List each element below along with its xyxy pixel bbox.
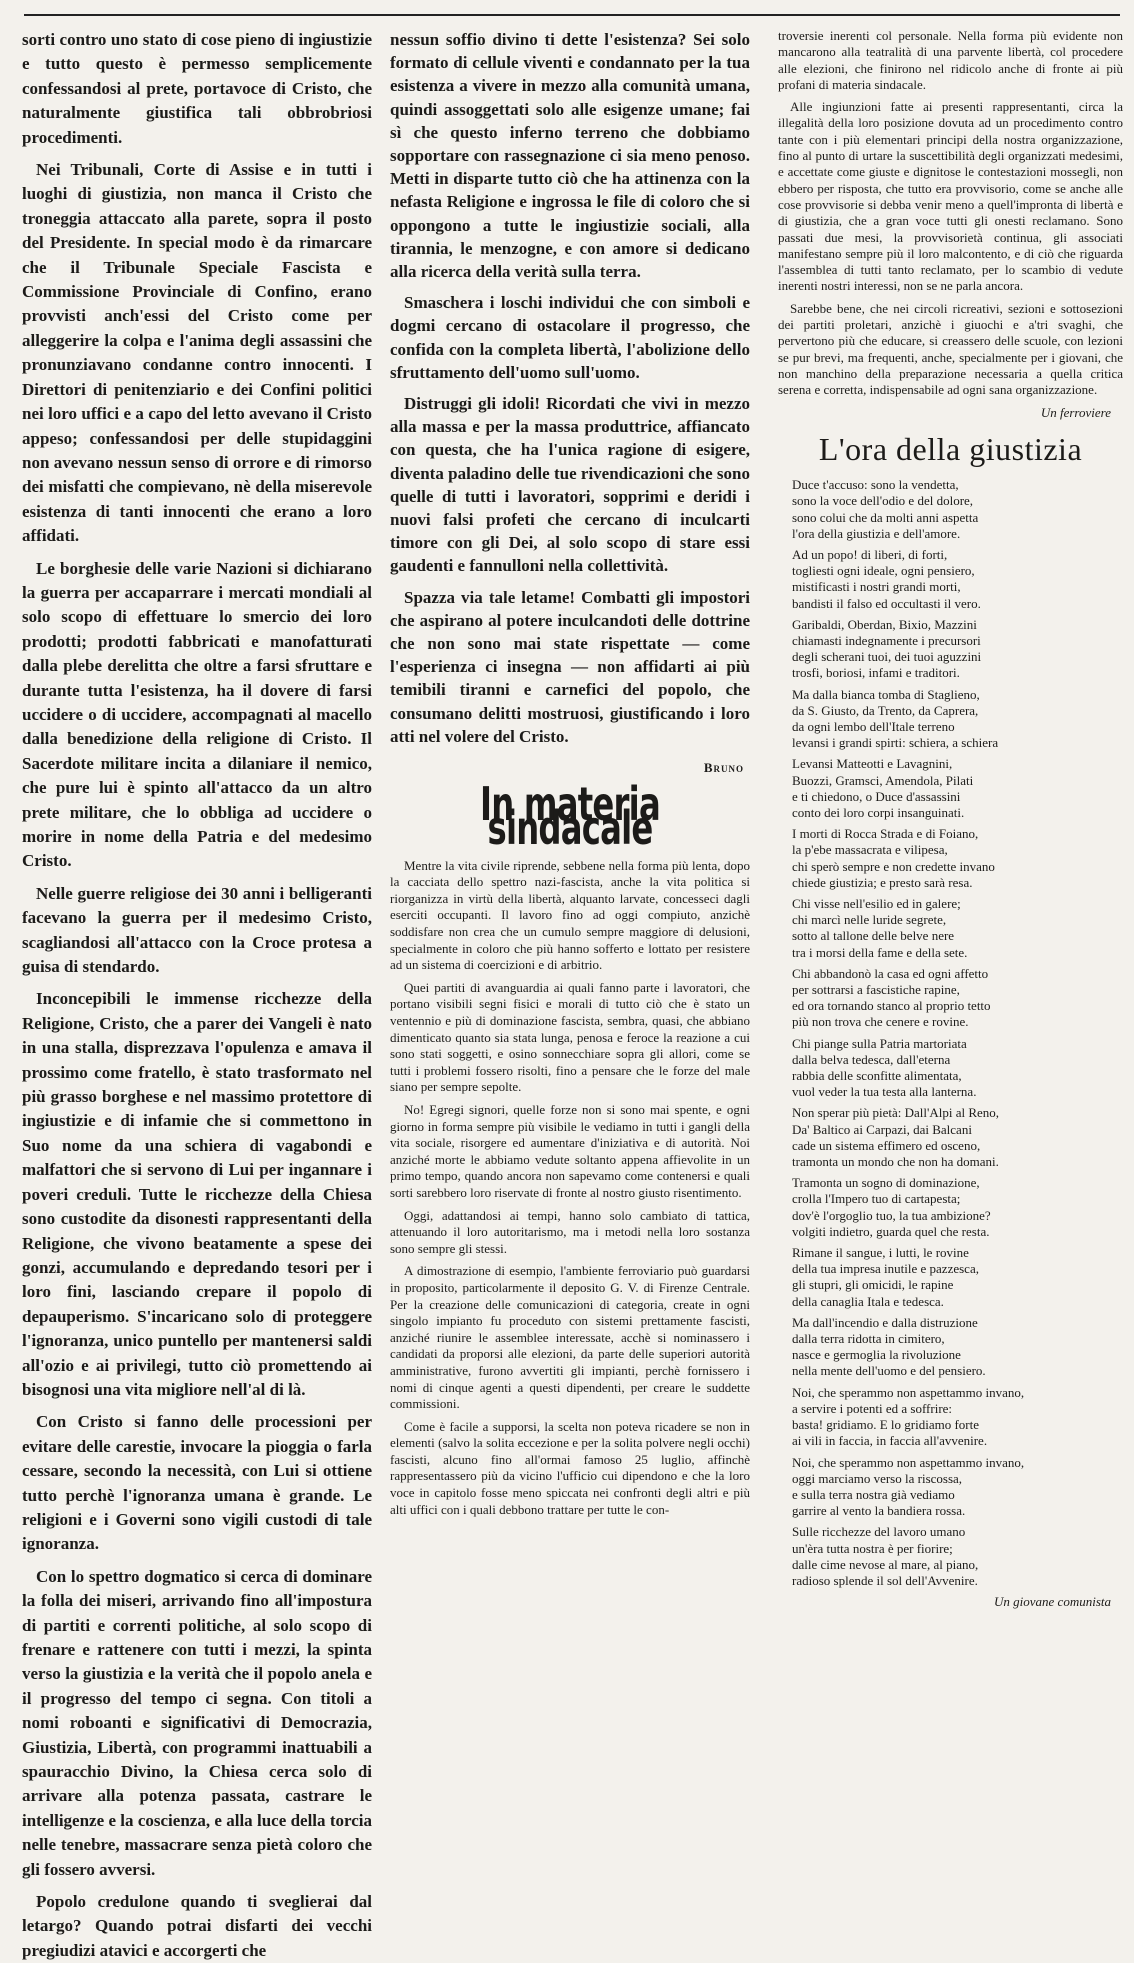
poem-line: Rimane il sangue, i lutti, le rovine [792,1245,969,1261]
poem-line: nasce e germoglia la rivoluzione [792,1347,961,1363]
poem-line: Tramonta un sogno di dominazione, [792,1175,980,1191]
poem-line: tra i morsi della fame e della sete. [792,944,968,960]
poem-stanza [792,756,1123,821]
headline-sindacale: In materia sindacale [480,777,660,855]
paragraph: Popolo credulone quando ti sveglierai dal letargo? Quando potrai disfarti dei vecchi pregiudizi atavici e accorgerti che [22,1892,372,1960]
column-right [778,28,1123,1673]
article-signature: Un ferroviere [1040,404,1111,420]
poem-line: dalla terra ridotta in cimitero, [792,1331,945,1347]
poem-line: Non sperar più pietà: Dall'Alpi al Reno, [792,1105,1000,1121]
poem-line: da ogni lembo dell'Itale terreno [792,718,955,734]
poem-line: più non trova che cenere e rovine. [792,1014,969,1030]
poem-line: bandisti il falso ed occultasti il vero. [792,595,981,611]
poem-stanza [792,826,1123,891]
poem-line: volgiti indietro, guarda quel che resta. [792,1223,990,1239]
poem-title: L'ora della giustizia [818,430,1083,467]
poem-line: Sulle ricchezze del lavoro umano [792,1524,966,1540]
top-rule [24,14,1120,16]
poem-line: radioso splende il sol dell'Avvenire. [792,1572,978,1588]
poem-line: Duce t'accuso: sono la vendetta, [792,477,959,493]
poem-stanza [792,687,1123,752]
paragraph: Inconcepibili le immense ricchezze della Religione, Cristo, che a parer dei Vangeli è nato in una stalla, disprezzava l'opulenza e amava il prossimo come fratello, è stato trasformato nel più grasso borghese e nel massimo protettore di ingiustizie e di infamie che si commettono in Suo nome da una schiera di vagabondi e malfattori che si servono di Lui per ingannare i poveri creduli. Tutte le ricchezze della Chiesa sono custodite da disonesti rappresentanti della Religione, che vivono beatamente a spese dei gonzi, accumulando e depredando tesori per i loro fini, lasciando crepare il popolo di depauperismo. S'incaricano solo di proteggere l'ignoranza, unico puntello per mantenersi saldi all'ozio e ai privilegi, tutto ciò promettendo ai bisognosi una vita migliore nell'al di là. [22,989,372,1399]
poem-line: vuol veder la tua testa alla lanterna. [792,1084,977,1100]
paragraph: No! Egregi signori, quelle forze non si sono mai spente, e ogni giorno in forma sempre più visibile le vediamo in tutti i gangli della vita sociale, risorgere ed aumentare d'iniziativa e di autorità. Noi anziché morte le abbiamo vedute soltanto appena affievolite in un primo tempo, quando ancora non sapevamo come contenersi e quali sorti sarebbero loro riservate di fronte al nostro giusto risentimento. [390,1102,750,1200]
paragraph: Nelle guerre religiose dei 30 anni i belligeranti facevano la guerra per il medesimo Cristo, scagliandosi all'attacco con la Croce protesa a guisa di stendardo. [22,883,372,977]
poem-line: sotto al tallone delle belve nere [792,928,955,944]
paragraph: Nei Tribunali, Corte di Assise e in tutti i luoghi di giustizia, non manca il Cristo che troneggia attaccato alla parete, sopra il posto del Presidente. In special modo è da rimarcare che il Tribunale Speciale Fascista e Commissione Provinciale di Confino, erano provvisti anch'essi del Cristo come per alleggerire la colpa e l'anima degli assassini che pronunziavano condanne contro innocenti. I Direttori di penitenziario e dei Confini politici nei loro uffici e a capo del letto avevano il Cristo appeso; confessandosi per delle stupidaggini non avevano nessun senso di orrore e di rimorso dei misfatti che compievano, nè della miserevole esistenza di tanti innocenti che erano a loro affidati. [22,160,372,546]
poem-line: dalla belva tedesca, dall'eterna [792,1051,951,1067]
poem-line: Noi, che sperammo non aspettammo invano, [792,1384,1025,1400]
poem-line: chi marcì nelle luride segrete, [792,912,947,928]
poem-line: Chi abbandonò la casa ed ogni affetto [792,965,989,981]
poem-stanza [792,896,1123,961]
paragraph: Alle ingiunzioni fatte ai presenti rappresentanti, circa la illegalità della loro posizione dovuta ad un procedimento contro tante con i più elementari principi della nostra organizzazione, fino al punto di urtare la suscettibilità degli organizzati medesimi, e accettate come giuste e dignitose le contestazioni mossegli, non ebbero per risposta, che tutto era provvisorio, come se anche alle cose provvisorie si debba venir meno a quell'impronta di libertà e di giustizia, che a gran voce tutti gli onesti reclamano. Sono passati due mesi, la provvisorietà continua, gli associati manifestano sempre più il loro malcontento, e di ciò che riguarda l'assemblea di tutti tanto reclamato, per lo scambio di vedute inerenti nostri interessi, non se ne parla ancora. [778,99,1123,294]
paragraph: nessun soffio divino ti dette l'esistenza? Sei solo formato di cellule viventi e condannato per la tua esistenza a vivere in mezzo alla comunità umana, quindi assoggettati solo alle esigenze umane; fai sì che questo inferno terreno che dobbiamo sopportare con rassegnazione ci sia meno penoso. Metti in disparte tutto ciò che ha attinenza con la nefasta Religione e ingrossa le file di coloro che si oppongono a tutte le ingiustizie sociali, alla tirannia, le menzogne, e con amore si dedicano alla ricerca della verità sulla terra. [390,30,750,282]
paragraph: A dimostrazione di esempio, l'ambiente ferroviario può guardarsi in proposito, particolarmente il deposito G. V. di Firenze Centrale. Per la creazione delle comunicazioni di categoria, create in ogni singolo impianto fu proceduto con sistemi prettamente fascisti, anziché riunire le assemblee interessate, acchè si nominassero i candidati da proporsi alle elezioni, da parte delle superiori autorità amministrative, furono avvertiti gli impianti, perchè fornissero i nomi di cinque agenti a questi dipendenti, per creare le suddette commissioni. [390,1263,750,1412]
poem-line: la p'ebe massacrata e vilipesa, [792,842,948,858]
paragraph: sorti contro uno stato di cose pieno di ingiustizie e tutto questo è permesso semplicemente confessandosi al prete, portavoce di Cristo, che naturalmente giustifica tali obbrobriosi procedimenti. [22,30,372,147]
poem-line: Noi, che sperammo non aspettammo invano, [792,1454,1025,1470]
poem-line: per sottrarsi a fascistiche rapine, [792,982,960,998]
poem-stanza [792,1175,1123,1240]
poem-line: chiede giustizia; e presto sarà resa. [792,874,973,890]
poem-line: degli scherani tuoi, dei tuoi aguzzini [792,649,982,665]
poem-line: Da' Baltico ai Carpazi, dai Balcani [792,1121,972,1137]
poem-line: trosfi, boriosi, infami e traditori. [792,665,960,681]
poem-stanza [792,477,1123,542]
poem-line: Chi piange sulla Patria martoriata [792,1035,967,1051]
poem-line: Levansi Matteotti e Lavagnini, [792,756,953,772]
poem-line: ai vili in faccia, in faccia all'avvenire. [792,1433,988,1449]
article-religione-end [390,28,750,779]
article-sindacale [390,858,750,1519]
poem-line: oggi marciamo verso la riscossa, [792,1470,963,1486]
poem-stanza [792,1036,1123,1101]
poem-line: della canaglia Itala e tedesca. [792,1293,944,1309]
poem-line: I morti di Rocca Strada e di Foiano, [792,826,979,842]
poem-stanza [792,1315,1123,1380]
poem-line: levansi i grandi spirti: schiera, a schiera [792,735,999,751]
poem-signature: Un giovane comunista [994,1594,1111,1610]
poem-line: mistificasti i nostri grandi morti, [792,579,961,595]
poem-line: dov'è l'orgoglio tuo, la tua ambizione? [792,1207,991,1223]
poem-line: l'ora della giustizia e dell'amore. [792,525,961,541]
paragraph: Oggi, adattandosi ai tempi, hanno solo cambiato di tattica, attenuando il loro autoritarismo, ma i metodi nella loro sostanza sono sempre gli stessi. [390,1207,750,1256]
article-sindacale-continued [778,28,1123,421]
paragraph: Con Cristo si fanno delle processioni per evitare delle carestie, invocare la pioggia o farla cessare, secondo la necessità, con Lui si ottiene tutto perchè l'ignoranza umana è grande. Le religioni e i Governi sono vigili custodi di tale ignoranza. [22,1412,372,1554]
poem-line: Garibaldi, Oberdan, Bixio, Mazzini [792,616,977,632]
poem-line: garrire al vento la bandiera rossa. [792,1503,966,1519]
poem-line: Ma dalla bianca tomba di Staglieno, [792,686,980,702]
poem-stanza [792,1455,1123,1520]
paragraph: Sarebbe bene, che nei circoli ricreativi, sezioni e sottosezioni dei partiti proletari, anzichè i giuochi e a'tri svaghi, che pervertono più che educare, si creassero delle scuole, con lezioni se pur brevi, ma frequenti, anche, specialmente per i giovani, che non manchino della preparazione necessaria a quella critica serena e corretta, indispensabile ad ogni sana organizzazione. [778,300,1123,398]
poem-line: della tua impresa inutile e pazzesca, [792,1261,979,1277]
poem-line: un'èra tutta nostra è per fiorire; [792,1540,953,1556]
column-left [22,28,372,1960]
paragraph: Distruggi gli idoli! Ricordati che vivi in mezzo alla massa e per la massa produttrice, affiancato con questa, che ha l'unica ragione di esigere, diventa paladino delle tue rivendicazioni che sono quelle di tutti i lavoratori, sopprimi e deridi i nuovi falsi profeti che cercano di inculcarti timore con gli Dei, al solo scopo di stare essi gaudenti e fannulloni nella collettività. [390,394,750,576]
poem-line: crolla l'Impero tuo di cartapesta; [792,1191,961,1207]
poem-stanza [792,1524,1123,1589]
paragraph: Come è facile a supporsi, la scelta non poteva ricadere se non in elementi (salvo la solita eccezione e per la solita polvere negli occhi) fascisti, alcuno fino all'ormai famoso 25 luglio, affinchè rappresentassero più da vicino l'ufficio cui dipendono e che la loro voce in capitolo fosse meno spiccata nei confronti degli altri e più alti uffici con i quali debbono trattare per tutte le con- [390,1418,750,1517]
column-middle [390,28,750,1673]
poem-line: conto dei loro corpi insanguinati. [792,804,965,820]
article-religione-continued [22,28,372,1963]
poem-line: Chi visse nell'esilio ed in galere; [792,896,961,911]
poem-line: Ad un popo! di liberi, di forti, [792,546,948,562]
poem-stanza [792,547,1123,612]
paragraph: troversie inerenti col personale. Nella forma più evidente non mancarono alla teatralità di una parvente libertà, col procedere alle elezioni, che finirono nel ridicolo anche di fronte ai più profani di materia sindacale. [778,28,1123,92]
poem-stanza [792,617,1123,682]
poem-line: dalle cime nevose al mare, al piano, [792,1556,979,1572]
paragraph: Smaschera i loschi individui che con simboli e dogmi cercano di ostacolare il progresso, che confida con la completa libertà, l'abolizione dello sfruttamento dell'uomo sull'uomo. [390,293,750,382]
poem-line: togliesti ogni ideale, ogni pensiero, [792,563,975,579]
poem-stanza [792,1385,1123,1450]
poem-line: rabbia delle sconfitte alimentata, [792,1068,962,1084]
poem-line: ed ora tornando stanco al proprio tetto [792,998,991,1014]
poem-line: a servire i potenti ed a soffrire: [792,1400,953,1416]
poem-stanza [792,966,1123,1031]
article-signature: Bruno [703,760,744,776]
poem-line: cade un sistema effimero ed osceno, [792,1137,981,1153]
poem-line: chi sperò sempre e non credette invano [792,858,995,874]
paragraph: Le borghesie delle varie Nazioni si dichiarano la guerra per accaparrare i mercati mondiali al solo scopo di effettuare lo smercio dei loro prodotti; prodotti fabbricati e manofatturati dalla plebe derelitta che oltre a farsi sfruttare e durante tutta l'esistenza, ha il dovere di farsi uccidere o di uccidere, accompagnati al macello dalla benedizione della religione di Cristo. Il Sacerdote militare incita a dilaniare il nemico, che pure lui è spinto all'attacco da un altro prete militare, che lo obbliga ad uccidere o morire in nome della Patria e del medesimo Cristo. [22,558,372,871]
poem-line: tramonta un mondo che non ha domani. [792,1154,999,1170]
poem-line: sono colui che da molti anni aspetta [792,509,979,525]
poem [792,477,1123,1589]
poem-line: Buozzi, Gramsci, Amendola, Pilati [792,772,974,788]
poem-line: nella mente dell'uomo e del pensiero. [792,1363,986,1379]
poem-stanza [792,1105,1123,1170]
poem-line: chiamasti indegnamente i precursori [792,632,981,648]
poem-line: da S. Giusto, da Trento, da Caprera, [792,702,979,718]
poem-line: e sulla terra nostra già vediamo [792,1486,955,1502]
paragraph: Mentre la vita civile riprende, sebbene nella forma più lenta, dopo la cacciata dello spettro nazi-fascista, anche la vita politica si riorganizza in virtù della libertà, alquanto larvate, concesseci dagli eserciti occupanti. Il lavoro fino ad oggi compiuto, anzichè soddisfare non crea che un cumulo sempre maggiore di delusioni, specialmente in coloro che più hanno sofferto e lottato per resistere ad un sistema di coercizioni e di arbitrio. [390,857,750,973]
poem-line: e ti chiedono, o Duce d'assassini [792,788,961,804]
poem-line: gli stupri, gli omicidi, le rapine [792,1277,954,1293]
paragraph: Con lo spettro dogmatico si cerca di dominare la folla dei miseri, arrivando fino all'impostura di partiti e correnti politiche, al solo scopo di frenare e rattenere con tutti i mezzi, la spinta verso la giustizia e la verità che il popolo anela e il progresso del tempo ci segna. Con titoli a nomi roboanti e significativi di Democrazia, Giustizia, Libertà, con programmi inattuabili a spauracchio Divino, la Chiesa cerca solo di arrivare alla potenza passata, castrare le intelligenze e la coscienza, e alla luce della torcia nelle tenebre, massacrare senza pietà coloro che gli fossero avversi. [22,1566,372,1879]
poem-line: sono la voce dell'odio e del dolore, [792,493,974,509]
paragraph: Spazza via tale letame! Combatti gli impostori che aspirano al potere inculcandoti delle dottrine che non sono mai state rispettate — come l'esperienza ci insegna — non affidarti ai più temibili tiranni e carnefici del popolo, che consumano delitti mostruosi, giustificando i loro atti nel volere del Cristo. [390,587,750,746]
poem-line: basta! gridiamo. E lo gridiamo forte [792,1417,980,1433]
poem-line: Ma dall'incendio e dalla distruzione [792,1314,978,1330]
poem-stanza [792,1245,1123,1310]
paragraph: Quei partiti di avanguardia ai quali fanno parte i lavoratori, che portano visibili segni fisici e morali di tutto ciò che è stato un ventennio e più di dominazione fascista, sembra, quasi, che abbiano dimenticato quanto sia stata lunga, penosa e feroce la reazione a cui sono stati soggetti, e osino sonnecchiare sopra gli allori, come se tutti i problemi fossero risolti, fino a pensare che le forze del male siano per sempre sepolte. [390,979,750,1095]
